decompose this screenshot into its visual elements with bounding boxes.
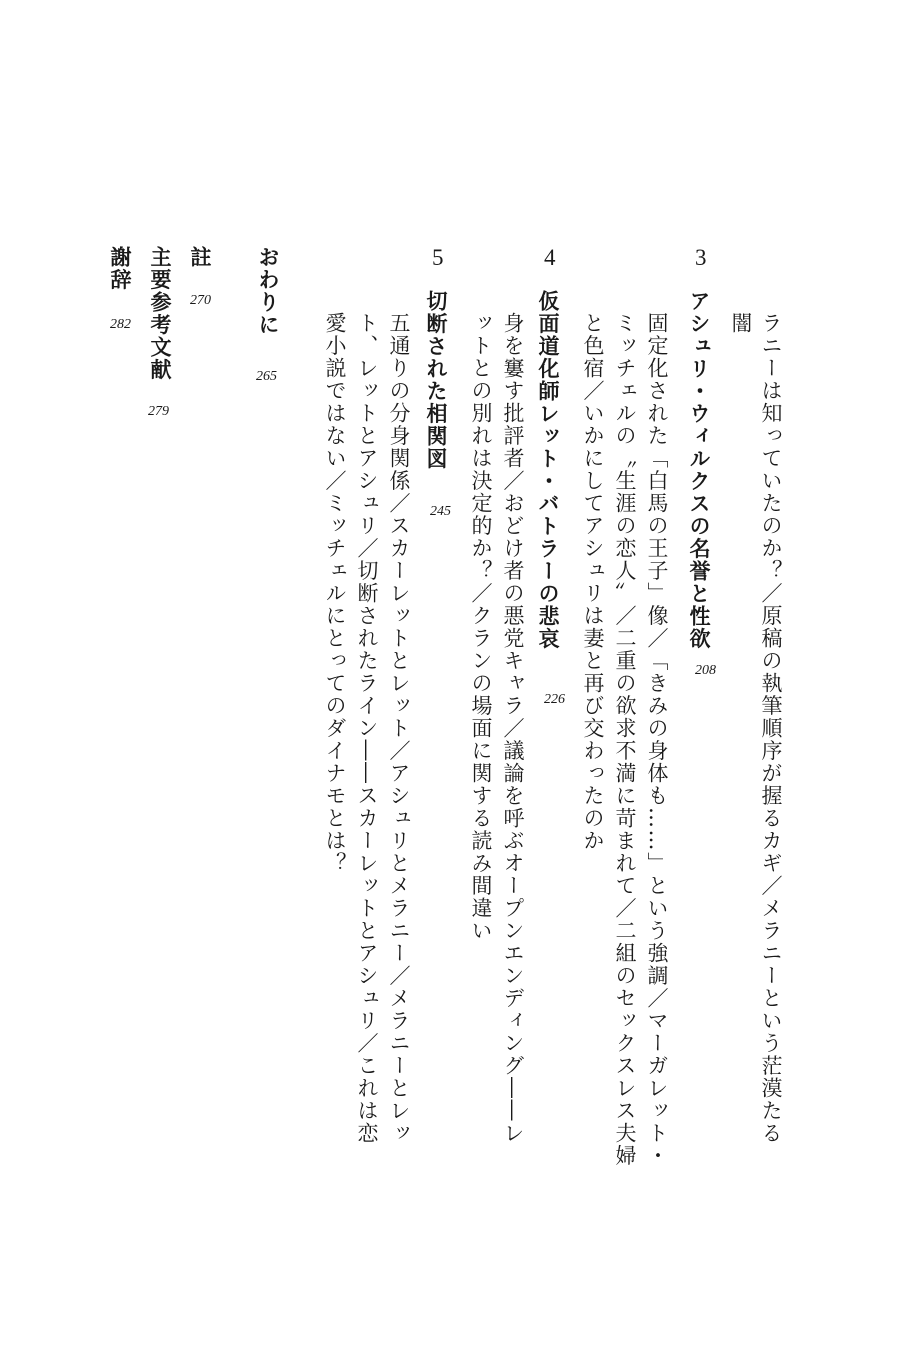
chapter-4-number: 4: [544, 245, 556, 270]
acknowledgments-title: 謝辞: [108, 246, 133, 291]
chapter-3-line-2: ミッチェルの〝生涯の恋人〟／二重の欲求不満に苛まれて／二組のセックスレス夫婦: [613, 312, 637, 1167]
chapter-5-line-1: 五通りの分身関係／スカーレットとレット／アシュリとメラニー／メラニーとレッ: [387, 312, 411, 1145]
chapter-4-title: 仮面道化師レット・バトラーの悲哀: [536, 290, 561, 650]
chapter-3-page: 208: [695, 663, 716, 678]
chapter-3-title: アシュリ・ウィルクスの名誉と性欲: [687, 290, 712, 650]
notes-page: 270: [190, 293, 211, 308]
chapter-5-number: 5: [432, 245, 444, 270]
chapter-5-title: 切断された相関図: [424, 290, 449, 470]
prev-section-line-1: ラニーは知っていたのか？／原稿の執筆順序が握るカギ／メラニーという茫漠たる: [759, 312, 783, 1145]
chapter-3-number: 3: [695, 245, 707, 270]
chapter-5-line-3: 愛小説ではない／ミッチェルにとってのダイナモとは？: [323, 312, 347, 875]
afterword-title: おわりに: [256, 246, 281, 336]
references-title: 主要参考文献: [148, 246, 173, 381]
afterword-page: 265: [256, 369, 277, 384]
chapter-3-line-1: 固定化された「白馬の王子」像／「きみの身体も……」という強調／マーガレット・: [645, 312, 669, 1167]
acknowledgments-page: 282: [110, 317, 131, 332]
notes-title: 註: [188, 246, 213, 269]
references-page: 279: [148, 404, 169, 419]
chapter-4-line-1: 身を窶す批評者／おどけ者の悪党キャラ／議論を呼ぶオープンエンディング――レ: [501, 312, 525, 1145]
chapter-3-line-3: と色宿／いかにしてアシュリは妻と再び交わったのか: [581, 312, 605, 852]
chapter-5-line-2: ト、レットとアシュリ／切断されたライン――スカーレットとアシュリ／これは恋: [355, 312, 379, 1145]
chapter-4-line-2: ットとの別れは決定的か？／クランの場面に関する読み間違い: [469, 312, 493, 942]
chapter-5-page: 245: [430, 504, 451, 519]
chapter-4-page: 226: [544, 692, 565, 707]
prev-section-line-2: 闇: [729, 312, 753, 335]
